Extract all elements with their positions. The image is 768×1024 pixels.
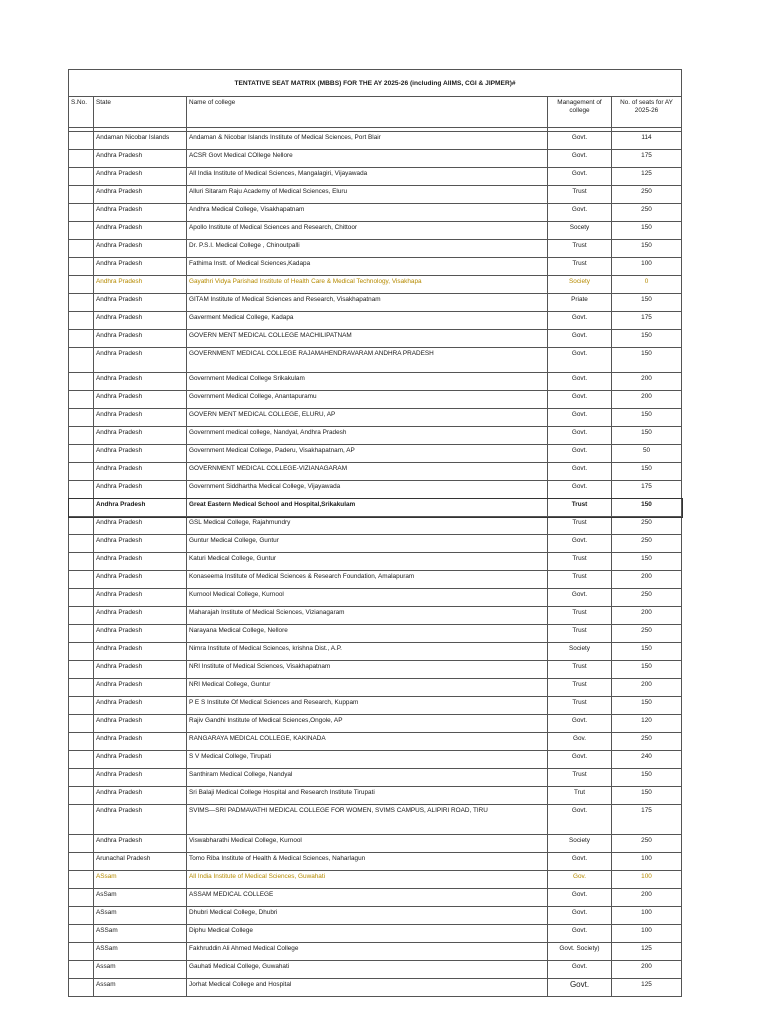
row-management: Govt. [548,373,612,391]
table-row [69,751,682,769]
row-management: Govt. [548,463,612,481]
row-college: Gaverment Medical College, Kadapa [187,312,548,330]
table-row [69,889,682,907]
row-state: Andaman Nicobar Islands [94,132,187,150]
row-sno [69,679,94,697]
row-state: Andhra Pradesh [94,715,187,733]
row-sno [69,294,94,312]
row-sno [69,925,94,943]
row-seats: 120 [612,715,682,733]
row-management: Priate [548,294,612,312]
row-state: Andhra Pradesh [94,697,187,715]
row-seats: 150 [612,240,682,258]
row-college: All India Institute of Medical Sciences, Mangalagiri, Vijayawada [187,168,548,186]
table-row [69,330,682,348]
table-row [69,535,682,553]
table-row [69,409,682,427]
row-management: Trust [548,661,612,679]
row-sno [69,373,94,391]
row-state: Andhra Pradesh [94,391,187,409]
table-row [69,787,682,805]
row-management: Govt. [548,925,612,943]
table-row [69,222,682,240]
table-row [69,186,682,204]
table-row [69,240,682,258]
row-sno [69,517,94,535]
row-sno [69,312,94,330]
table-row [69,961,682,979]
row-college: NRI Medical College, Guntur [187,679,548,697]
row-state: Andhra Pradesh [94,204,187,222]
row-state: Andhra Pradesh [94,787,187,805]
row-sno [69,168,94,186]
table-row [69,589,682,607]
row-college: Alluri Sitaram Raju Academy of Medical Sciences, Eluru [187,186,548,204]
row-management: Trust [548,571,612,589]
row-state: Andhra Pradesh [94,445,187,463]
row-seats: 150 [612,769,682,787]
row-state: Andhra Pradesh [94,571,187,589]
row-sno [69,769,94,787]
row-state: Andhra Pradesh [94,553,187,571]
row-sno [69,391,94,409]
row-state: Andhra Pradesh [94,835,187,853]
row-seats: 240 [612,751,682,769]
row-college: Rajiv Gandhi Institute of Medical Sciences,Ongole, AP [187,715,548,733]
row-management: Society [548,276,612,294]
row-management: Trust [548,553,612,571]
row-management: Govt. [548,805,612,835]
row-management: Trust [548,607,612,625]
header-seats: No. of seats for AY 2025-26 [612,97,682,128]
row-state: ASsam [94,871,187,889]
row-sno [69,961,94,979]
row-sno [69,571,94,589]
row-management: Trust [548,769,612,787]
row-management: Govt. [548,889,612,907]
table-row [69,571,682,589]
row-state: Andhra Pradesh [94,679,187,697]
row-college: Santhiram Medical College, Nandyal [187,769,548,787]
row-college: Andhra Medical College, Visakhapatnam [187,204,548,222]
row-sno [69,240,94,258]
row-seats: 250 [612,835,682,853]
row-management: Trust [548,186,612,204]
row-seats: 175 [612,805,682,835]
row-state: Andhra Pradesh [94,258,187,276]
row-sno [69,535,94,553]
row-state: Andhra Pradesh [94,409,187,427]
row-college: Jorhat Medical College and Hospital [187,979,548,997]
row-management: Gov. [548,871,612,889]
row-seats: 150 [612,409,682,427]
row-management: Socety [548,222,612,240]
page-title: TENTATIVE SEAT MATRIX (MBBS) FOR THE AY 2025-26 (including AIIMS, CGI & JIPMER)# [69,70,682,97]
row-sno [69,979,94,997]
row-state: Andhra Pradesh [94,517,187,535]
row-sno [69,751,94,769]
row-sno [69,733,94,751]
table-row [69,312,682,330]
row-sno [69,625,94,643]
row-seats: 125 [612,168,682,186]
row-seats: 150 [612,697,682,715]
table-row [69,625,682,643]
table-row [69,907,682,925]
row-sno [69,222,94,240]
row-sno [69,427,94,445]
row-college: Katuri Medical College, Guntur [187,553,548,571]
table-row [69,132,682,150]
row-state: Arunachal Pradesh [94,853,187,871]
row-seats: 150 [612,330,682,348]
row-management: Gov. [548,733,612,751]
row-sno [69,607,94,625]
row-seats: 150 [612,294,682,312]
row-seats: 200 [612,679,682,697]
row-college: ASSAM MEDICAL COLLEGE [187,889,548,907]
row-seats: 200 [612,889,682,907]
table-row [69,697,682,715]
row-college: GOVERNMENT MEDICAL COLLEGE-VIZIANAGARAM [187,463,548,481]
row-state: ASsam [94,907,187,925]
table-row [69,168,682,186]
row-management: Trust [548,679,612,697]
row-sno [69,276,94,294]
table-row [69,481,682,499]
row-seats: 125 [612,943,682,961]
row-state: Andhra Pradesh [94,348,187,373]
row-college: Maharajah Institute of Medical Sciences, Vizianagaram [187,607,548,625]
row-seats: 150 [612,499,682,517]
row-state: Andhra Pradesh [94,168,187,186]
row-sno [69,643,94,661]
row-sno [69,481,94,499]
table-row [69,427,682,445]
row-state: Andhra Pradesh [94,661,187,679]
row-management: Govt. [548,427,612,445]
row-college: Dhubri Medical College, Dhubri [187,907,548,925]
table-row [69,499,682,517]
row-college: All India Institute of Medical Sciences, Guwahati [187,871,548,889]
table-row [69,463,682,481]
row-college: P E S Institute Of Medical Sciences and Research, Kuppam [187,697,548,715]
row-college: Diphu Medical College [187,925,548,943]
row-college: SVIMS—SRI PADMAVATHI MEDICAL COLLEGE FOR WOMEN, SVIMS CAMPUS, ALIPIRI ROAD, TIRU [187,805,548,835]
row-seats: 150 [612,553,682,571]
table-row [69,294,682,312]
row-sno [69,204,94,222]
row-state: Andhra Pradesh [94,222,187,240]
row-state: Andhra Pradesh [94,481,187,499]
row-seats: 100 [612,871,682,889]
row-sno [69,787,94,805]
row-state: Andhra Pradesh [94,733,187,751]
row-college: Konaseema Institute of Medical Sciences & Research Foundation, Amalapuram [187,571,548,589]
row-college: Government Medical College, Paderu, Visakhapatnam, AP [187,445,548,463]
row-college: S V Medical College, Tirupati [187,751,548,769]
row-management: Govt. [548,853,612,871]
row-management: Govt. [548,132,612,150]
row-seats: 175 [612,312,682,330]
row-state: Andhra Pradesh [94,373,187,391]
row-college: NRI Institute of Medical Sciences, Visakhapatnam [187,661,548,679]
row-seats: 200 [612,607,682,625]
table-row [69,150,682,168]
row-sno [69,445,94,463]
row-sno [69,553,94,571]
row-management: Govt. [548,445,612,463]
row-college: Government Medical College Srikakulam [187,373,548,391]
row-state: Andhra Pradesh [94,150,187,168]
row-management: Govt. [548,312,612,330]
row-management: Society [548,643,612,661]
row-college: Narayana Medical College, Nellore [187,625,548,643]
row-college: ACSR Govt Medical COllege Nellore [187,150,548,168]
row-sno [69,907,94,925]
row-seats: 50 [612,445,682,463]
row-college: Guntur Medical College, Guntur [187,535,548,553]
row-state: ASSam [94,943,187,961]
row-seats: 0 [612,276,682,294]
row-seats: 150 [612,661,682,679]
table-row [69,925,682,943]
table-row [69,733,682,751]
row-state: Andhra Pradesh [94,643,187,661]
table-row [69,643,682,661]
row-college: Viswabharathi Medical College, Kurnool [187,835,548,853]
row-seats: 100 [612,258,682,276]
row-sno [69,409,94,427]
row-sno [69,871,94,889]
row-sno [69,805,94,835]
row-state: Andhra Pradesh [94,625,187,643]
row-seats: 100 [612,853,682,871]
table-row [69,943,682,961]
table-row [69,835,682,853]
row-college: Sri Balaji Medical College Hospital and Research Institute Tirupati [187,787,548,805]
table-row [69,805,682,835]
seat-matrix-table [68,69,682,997]
row-management: Govt. [548,589,612,607]
row-sno [69,132,94,150]
row-sno [69,150,94,168]
row-state: Andhra Pradesh [94,805,187,835]
row-seats: 175 [612,150,682,168]
row-college: GOVERNMENT MEDICAL COLLEGE RAJAMAHENDRAVARAM ANDHRA PRADESH [187,348,548,373]
table-row [69,853,682,871]
row-sno [69,715,94,733]
row-seats: 114 [612,132,682,150]
row-management: Govt. [548,348,612,373]
row-college: Dr. P.S.I. Medical College , Chinoutpalli [187,240,548,258]
table-row [69,661,682,679]
row-seats: 200 [612,571,682,589]
row-sno [69,348,94,373]
row-management: Trut [548,787,612,805]
table-row [69,276,682,294]
row-management: Trust [548,697,612,715]
row-college: Gauhati Medical College, Guwahati [187,961,548,979]
table-row [69,373,682,391]
row-college: GOVERN MENT MEDICAL COLLEGE, ELURU, AP [187,409,548,427]
row-management: Govt. [548,535,612,553]
row-seats: 250 [612,186,682,204]
row-sno [69,186,94,204]
row-sno [69,463,94,481]
row-sno [69,589,94,607]
title-row [69,70,682,97]
row-seats: 150 [612,463,682,481]
row-seats: 200 [612,391,682,409]
row-college: Great Eastern Medical School and Hospital,Srikakulam [187,499,548,517]
table-row [69,517,682,535]
row-sno [69,330,94,348]
row-management: Govt. [548,979,612,997]
row-sno [69,697,94,715]
row-management: Govt. [548,961,612,979]
row-state: Andhra Pradesh [94,186,187,204]
row-management: Govt. [548,204,612,222]
row-state: ASSam [94,925,187,943]
table-row [69,204,682,222]
header-state: State [94,97,187,128]
row-state: Andhra Pradesh [94,751,187,769]
row-management: Govt. Society) [548,943,612,961]
table-row [69,553,682,571]
row-seats: 150 [612,222,682,240]
row-sno [69,835,94,853]
row-state: Andhra Pradesh [94,607,187,625]
row-college: RANGARAYA MEDICAL COLLEGE, KAKINADA [187,733,548,751]
row-management: Govt. [548,409,612,427]
row-management: Govt. [548,715,612,733]
table-row [69,979,682,997]
row-college: GOVERN MENT MEDICAL COLLEGE MACHILIPATNAM [187,330,548,348]
table-row [69,715,682,733]
row-sno [69,661,94,679]
table-row [69,445,682,463]
row-seats: 150 [612,643,682,661]
row-management: Govt. [548,481,612,499]
row-management: Govt. [548,330,612,348]
row-state: Andhra Pradesh [94,499,187,517]
row-sno [69,889,94,907]
row-state: AsSam [94,889,187,907]
row-state: Andhra Pradesh [94,463,187,481]
row-management: Trust [548,240,612,258]
row-state: Assam [94,979,187,997]
row-seats: 200 [612,373,682,391]
header-row [69,97,682,128]
row-sno [69,943,94,961]
row-seats: 150 [612,787,682,805]
row-state: Andhra Pradesh [94,276,187,294]
row-management: Govt. [548,907,612,925]
row-management: Trust [548,625,612,643]
row-state: Andhra Pradesh [94,427,187,445]
table-row [69,769,682,787]
row-seats: 250 [612,204,682,222]
header-management: Management of college [548,97,612,128]
row-college: Fathima Instt. of Medical Sciences,Kadapa [187,258,548,276]
row-sno [69,499,94,517]
row-management: Trust [548,517,612,535]
row-college: Government Medical College, Anantapuramu [187,391,548,409]
table-row [69,348,682,373]
row-seats: 150 [612,427,682,445]
row-management: Govt. [548,751,612,769]
table-row [69,607,682,625]
row-management: Govt. [548,168,612,186]
header-college: Name of college [187,97,548,128]
row-seats: 250 [612,589,682,607]
row-seats: 250 [612,517,682,535]
row-seats: 200 [612,961,682,979]
row-state: Andhra Pradesh [94,240,187,258]
row-management: Govt. [548,391,612,409]
row-seats: 125 [612,979,682,997]
row-seats: 175 [612,481,682,499]
row-seats: 100 [612,907,682,925]
row-college: Tomo Riba Institute of Health & Medical Sciences, Naharlagun [187,853,548,871]
row-seats: 250 [612,625,682,643]
row-state: Andhra Pradesh [94,312,187,330]
row-seats: 100 [612,925,682,943]
table-row [69,258,682,276]
row-college: Fakhruddin Ali Ahmed Medical College [187,943,548,961]
row-college: Kurnool Medical College, Kurnool [187,589,548,607]
row-state: Andhra Pradesh [94,769,187,787]
table-row [69,679,682,697]
row-state: Andhra Pradesh [94,330,187,348]
row-state: Andhra Pradesh [94,294,187,312]
row-sno [69,258,94,276]
row-management: Society [548,835,612,853]
table-row [69,871,682,889]
row-state: Assam [94,961,187,979]
row-college: GSL Medical College, Rajahmundry [187,517,548,535]
row-college: Government medical college, Nandyal, Andhra Pradesh [187,427,548,445]
row-college: Nimra Institute of Medical Sciences, krishna Dist., A.P. [187,643,548,661]
row-management: Trust [548,499,612,517]
row-college: GITAM Institute of Medical Sciences and Research, Visakhapatnam [187,294,548,312]
table-row [69,391,682,409]
row-seats: 150 [612,348,682,373]
row-college: Apollo Institute of Medical Sciences and Research, Chittoor [187,222,548,240]
row-college: Government Siddhartha Medical College, Vijayawada [187,481,548,499]
row-management: Govt. [548,150,612,168]
row-seats: 250 [612,733,682,751]
row-state: Andhra Pradesh [94,535,187,553]
row-seats: 250 [612,535,682,553]
header-sno: S.No. [69,97,94,128]
row-state: Andhra Pradesh [94,589,187,607]
row-college: Gayathri Vidya Parishad Institute of Health Care & Medical Technology, Visakhapa [187,276,548,294]
row-sno [69,853,94,871]
row-management: Trust [548,258,612,276]
row-college: Andaman & Nicobar Islands Institute of Medical Sciences, Port Blair [187,132,548,150]
